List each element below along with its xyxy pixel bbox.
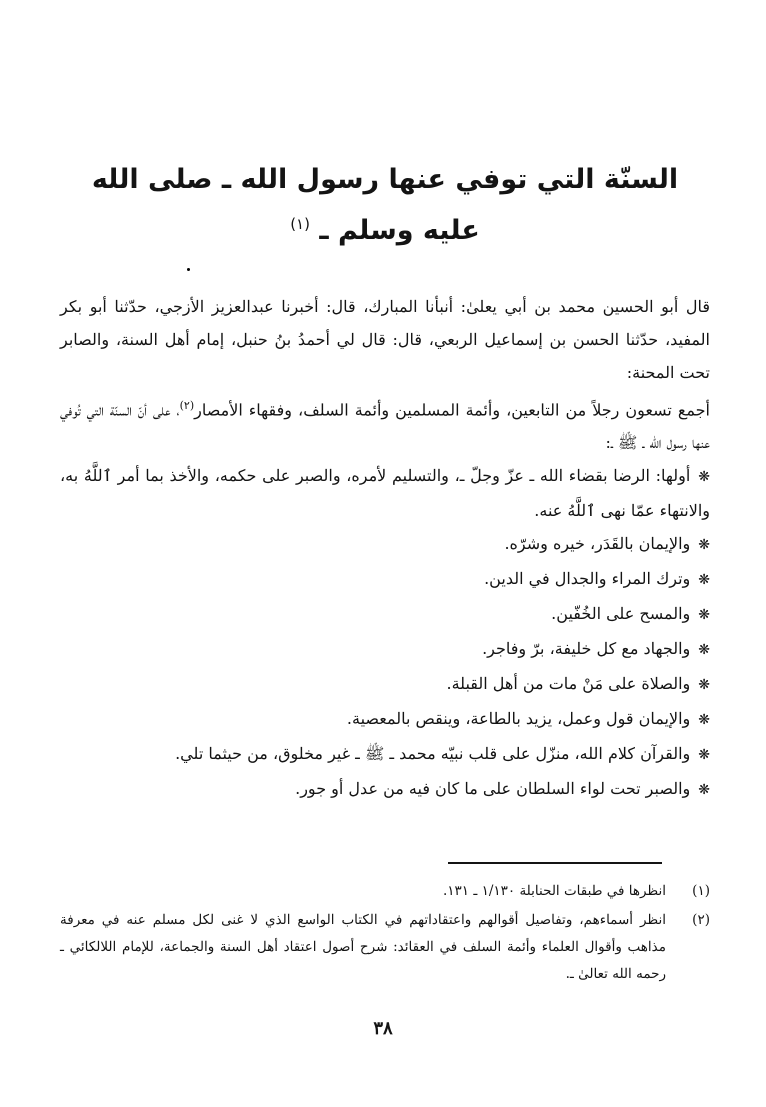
list-item — [60, 597, 710, 632]
creed-list — [60, 459, 710, 807]
footnote-number: (٢) — [692, 912, 710, 928]
title-footnote-ref: (١) — [290, 215, 310, 233]
list-item — [60, 459, 710, 527]
list-item — [60, 562, 710, 597]
list-item-text: أولها: الرضا بقضاء الله ـ عزّ وجلّ ـ، والتسليم لأمره، والصبر على حكمه، والأخذ بما أمر ٱللَّهُ به، والانتهاء عمّا نهى ٱللَّهُ عنه. — [60, 466, 710, 521]
footnote-text: انظرها في طبقات الحنابلة ١/١٣٠ ـ ١٣١. — [442, 883, 666, 899]
list-item — [60, 772, 710, 807]
paragraph-intro: قال أبو الحسين محمد بن أبي يعلىٰ: أنبأنا المبارك، قال: أخبرنا عبدالعزيز الأزجي، حدّثنا أبو بكر المفيد، حدّثنا الحسن بن إسماعيل الربعي، قال: قال لي أحمدُ بنُ حنبل، إمام أهل السنة، والصابر تحت المحنة: — [60, 297, 710, 382]
paragraph-consensus — [60, 389, 710, 459]
footnote-separator — [448, 862, 662, 864]
list-item — [60, 737, 710, 772]
page-title — [60, 158, 710, 253]
title-text: السنّة التي توفي عنها رسول الله ـ صلى الله عليه وسلم ـ — [91, 164, 679, 246]
footnote-number: (١) — [692, 883, 710, 899]
list-item-text: وترك المراء والجدال في الدين. — [484, 569, 691, 589]
list-item-text: والإيمان قول وعمل، يزيد بالطاعة، وينقص بالمعصية. — [346, 709, 691, 729]
star-bullet-icon: ❋ — [698, 572, 710, 589]
stray-dot — [187, 268, 190, 271]
paragraph-consensus-text-after: ، على أنّ السنّة التي تُوفي عنها رسول الله ـ ﷺ ـ: — [60, 400, 710, 453]
list-item-text: والجهاد مع كل خليفة، برّ وفاجر. — [482, 639, 691, 659]
footnote-ref: (٢) — [179, 399, 195, 412]
footnotes — [60, 878, 710, 990]
list-item-text: والمسح على الخُفّين. — [551, 604, 691, 624]
list-item — [60, 527, 710, 562]
star-bullet-icon: ❋ — [698, 469, 711, 486]
paragraph-consensus-text: أجمع تسعون رجلاً من التابعين، وأئمة المسلمين وأئمة السلف، وفقهاء الأمصار — [194, 400, 710, 420]
list-item-text: والإيمان بالقَدَر، خيره وشرّه. — [504, 534, 691, 554]
footnote — [60, 878, 710, 905]
footnote — [60, 907, 710, 988]
star-bullet-icon: ❋ — [698, 607, 710, 624]
main-text — [60, 290, 710, 807]
list-item-text: والصلاة على مَنْ مات من أهل القبلة. — [446, 674, 691, 694]
list-item — [60, 667, 710, 702]
list-item-text: والصبر تحت لواء السلطان على ما كان فيه من عدل أو جور. — [295, 779, 691, 799]
star-bullet-icon: ❋ — [698, 782, 710, 799]
star-bullet-icon: ❋ — [698, 677, 710, 694]
footnote-text: انظر أسماءهم، وتفاصيل أقوالهم واعتقاداتهم في الكتاب الواسع الذي لا غنى لكل مسلم عنه في معرفة مذاهب وأقوال العلماء وأئمة السلف في العقائد: شرح أصول اعتقاد أهل السنة والجماعة، للإمام اللالكائي ـ رحمه الله تعالىٰ ـ. — [60, 912, 666, 982]
list-item — [60, 702, 710, 737]
star-bullet-icon: ❋ — [698, 642, 710, 659]
star-bullet-icon: ❋ — [698, 537, 710, 554]
page-number: ٣٨ — [373, 1018, 393, 1039]
list-item-text: والقرآن كلام الله، منزّل على قلب نبيّه محمد ـ ﷺ ـ غير مخلوق، من حيثما تلي. — [175, 744, 691, 764]
star-bullet-icon: ❋ — [698, 712, 710, 729]
star-bullet-icon: ❋ — [698, 747, 710, 764]
list-item — [60, 632, 710, 667]
